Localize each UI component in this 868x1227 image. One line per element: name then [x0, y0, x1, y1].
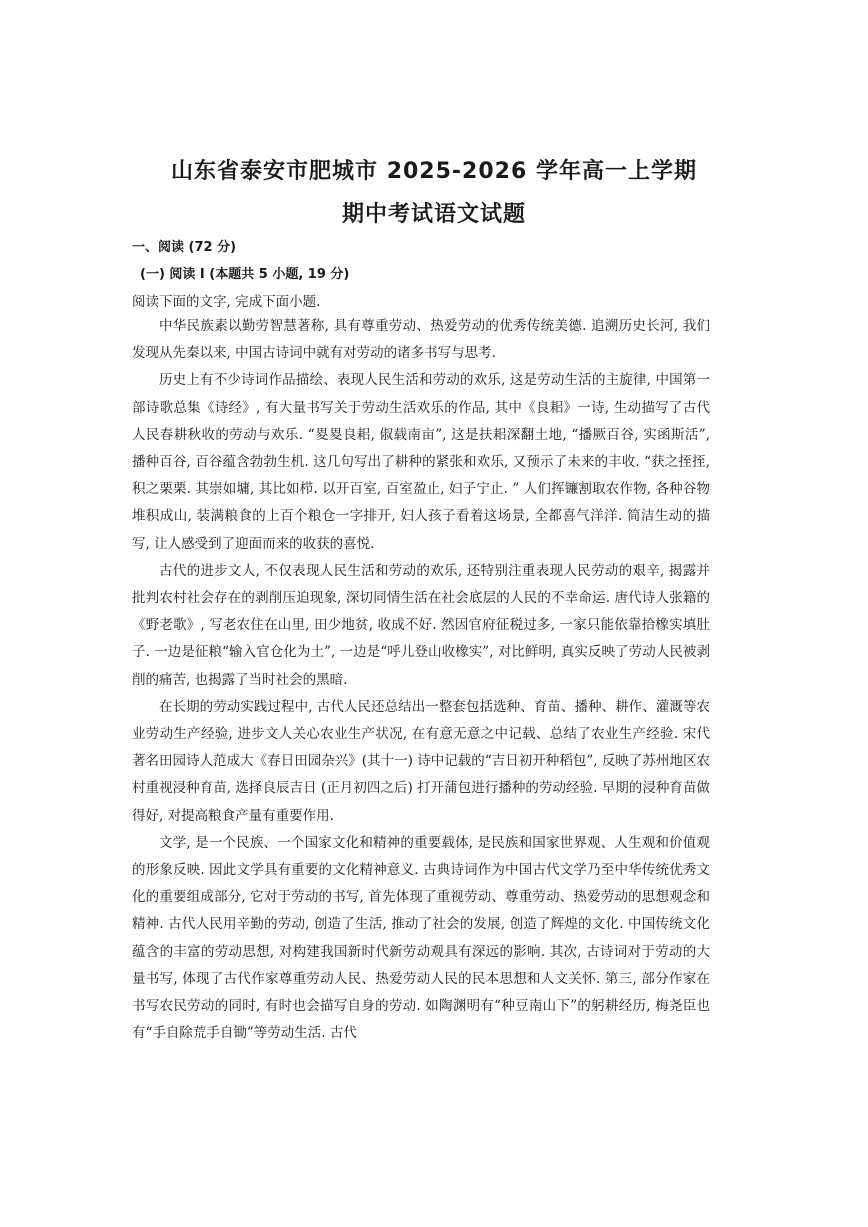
paragraph: 历史上有不少诗词作品描绘、表现人民生活和劳动的欢乐, 这是劳动生活的主旋律, 中国第一部诗歌总集《诗经》, 有大量书写关于劳动生活欢乐的作品, 其中《良耜》一诗, 生动描写了古代人民春耕秋收的劳动与欢乐. “畟畟良耜, 俶载南亩”, 这是扶耜深翻土地, “播厥百谷, 实函斯活”, 播种百谷, 百谷蕴含勃勃生机. 这几句写出了耕种的紧张和欢乐, 又预示了未来的丰收. “获之挃挃, 积之栗栗. 其崇如墉, 其比如栉. 以开百室, 百室盈止, 妇子宁止. ” 人们挥镰割取农作物, 各种谷物堆积成山, 装满粮食的上百个粮仓一字排开, 妇人孩子看着这场景, 全都喜气洋洋. 简洁生动的描写, 让人感受到了迎面而来的收获的喜悦.: [132, 372, 710, 552]
paragraph: 文学, 是一个民族、一个国家文化和精神的重要载体, 是民族和国家世界观、人生观和价值观的形象反映. 因此文学具有重要的文化精神意义. 古典诗词作为中国古代文学乃至中华传统优秀文化的重要组成部分, 它对于劳动的书写, 首先体现了重视劳动、尊重劳动、热爱劳动的思想观念和精神. 古代人民用辛勤的劳动, 创造了生活, 推动了社会的发展, 创造了辉煌的文化. 中国传统文化蕴含的丰富的劳动思想, 对构建我国新时代新劳动观具有深远的影响. 其次, 古诗词对于劳动的大量书写, 体现了古代作家尊重劳动人民、热爱劳动人民的民本思想和人文关怀. 第三, 部分作家在书写农民劳动的同时, 有时也会描写自身的劳动. 如陶渊明有“种豆南山下”的躬耕经历, 梅尧臣也有“手自除荒手自锄”等劳动生活. 古代: [132, 834, 710, 1042]
paragraph: 古代的进步文人, 不仅表现人民生活和劳动的欢乐, 还特别注重表现人民劳动的艰辛, 揭露并批判农村社会存在的剥削压迫现象, 深切同情生活在社会底层的人民的不幸命运. 唐代诗人张籍的《野老歌》, 写老农住在山里, 田少地贫, 收成不好. 然因官府征税过多, 一家只能依靠拾橡实填肚子. 一边是征粮“输入官仓化为土”, 一边是“呼儿登山收橡实”, 对比鲜明, 真实反映了劳动人民被剥削的痛苦, 也揭露了当时社会的黑暗.: [132, 562, 710, 688]
reading-instruction: 阅读下面的文字, 完成下面小题.: [132, 294, 321, 310]
subsection-heading: (一) 阅读 I (本题共 5 小题, 19 分): [140, 267, 350, 282]
paragraph: 中华民族素以勤劳智慧著称, 具有尊重劳动、热爱劳动的优秀传统美德. 追溯历史长河, 我们发现从先秦以来, 中国古诗词中就有对劳动的诸多书写与思考.: [132, 318, 710, 362]
section-heading: 一、阅读 (72 分): [132, 240, 237, 255]
exam-subtitle: 期中考试语文试题: [341, 202, 526, 227]
paragraph: 在长期的劳动实践过程中, 古代人民还总结出一整套包括选种、育苗、播种、耕作、灌溉等农业劳动生产经验, 进步文人关心农业生产状况, 在有意无意之中记载、总结了农业生产经验. 宋代著名田园诗人范成大《春日田园杂兴》(其十一) 诗中记载的“吉日初开种稻包”, 反映了苏州地区农村重视浸种育苗, 选择良辰吉日 (正月初四之后) 打开蒲包进行播种的劳动经验. 早期的浸种育苗做得好, 对提高粮食产量有重要作用.: [132, 698, 710, 824]
exam-title: 山东省泰安市肥城市 2025-2026 学年高一上学期: [171, 159, 697, 184]
reading-passage: [132, 313, 710, 1047]
